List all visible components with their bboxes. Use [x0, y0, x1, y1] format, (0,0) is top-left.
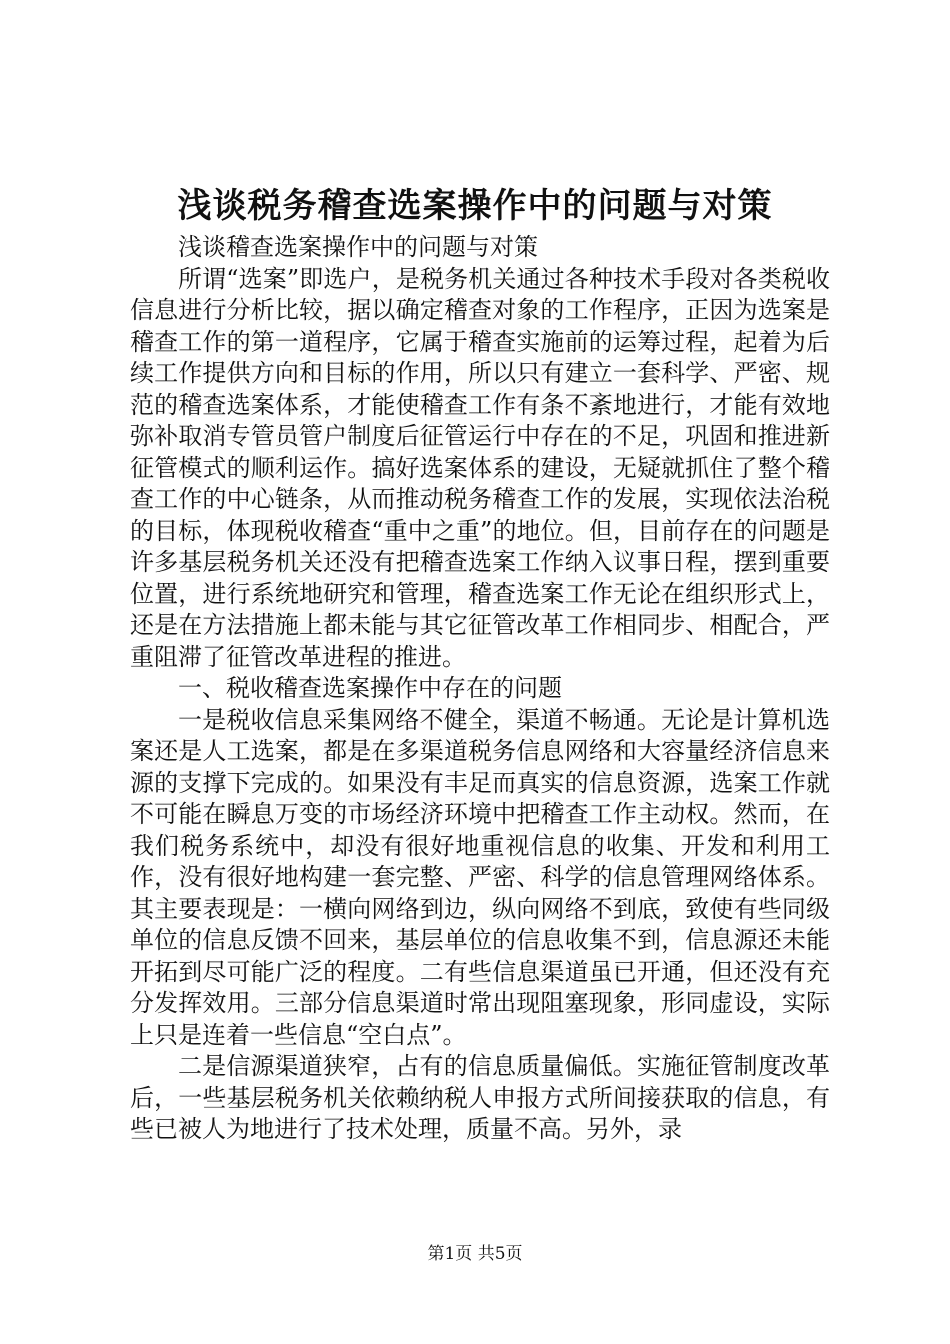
intro-paragraph: 所谓“选案”即选户，是税务机关通过各种技术手段对各类税收信息进行分析比较，据以确定稽查对象的工作程序，正因为选案是稽查工作的第一道程序，它属于稽查实施前的运筹过程，起着为后续工作提供方向和目标的作用，所以只有建立一套科学、严密、规范的稽查选案体系，才能使稽查工作有条不紊地进行，才能有效地弥补取消专管员管户制度后征管运行中存在的不足，巩固和推进新征管模式的顺利运作。搞好选案体系的建设，无疑就抓住了整个稽查工作的中心链条，从而推动税务稽查工作的发展，实现依法治税的目标，体现税收稽查“重中之重”的地位。但，目前存在的问题是许多基层税务机关还没有把稽查选案工作纳入议事日程，摆到重要位置，进行系统地研究和管理，稽查选案工作无论在组织形式上，还是在方法措施上都未能与其它征管改革工作相同步、相配合，严重阻滞了征管改革进程的推进。 — [130, 264, 830, 671]
section-heading: 一、税收稽查选案操作中存在的问题 — [178, 674, 562, 702]
problem-one-paragraph: 一是税收信息采集网络不健全，渠道不畅通。无论是计算机选案还是人工选案，都是在多渠道税务信息网络和大容量经济信息来源的支撑下完成的。如果没有丰足而真实的信息资源，选案工作就不可能在瞬息万变的市场经济环境中把稽查工作主动权。然而，在我们税务系统中，却没有很好地重视信息的收集、开发和利用工作，没有很好地构建一套完整、严密、科学的信息管理网络体系。其主要表现是：一横向网络到边，纵向网络不到底，致使有些同级单位的信息反馈不回来，基层单位的信息收集不到，信息源还未能开拓到尽可能广泛的程度。二有些信息渠道虽已开通，但还没有充分发挥效用。三部分信息渠道时常出现阻塞现象，形同虚设，实际上只是连着一些信息“空白点”。 — [130, 705, 830, 1049]
document-title: 浅谈税务稽查选案操作中的问题与对策 — [177, 186, 773, 226]
document-body — [130, 232, 830, 1146]
subtitle-paragraph: 浅谈稽查选案操作中的问题与对策 — [178, 233, 538, 261]
page-number-footer: 第1页 共5页 — [427, 1244, 523, 1264]
problem-two-paragraph: 二是信源渠道狭窄，占有的信息质量偏低。实施征管制度改革后，一些基层税务机关依赖纳税人申报方式所间接获取的信息，有些已被人为地进行了技术处理，质量不高。另外，录 — [130, 1052, 830, 1143]
